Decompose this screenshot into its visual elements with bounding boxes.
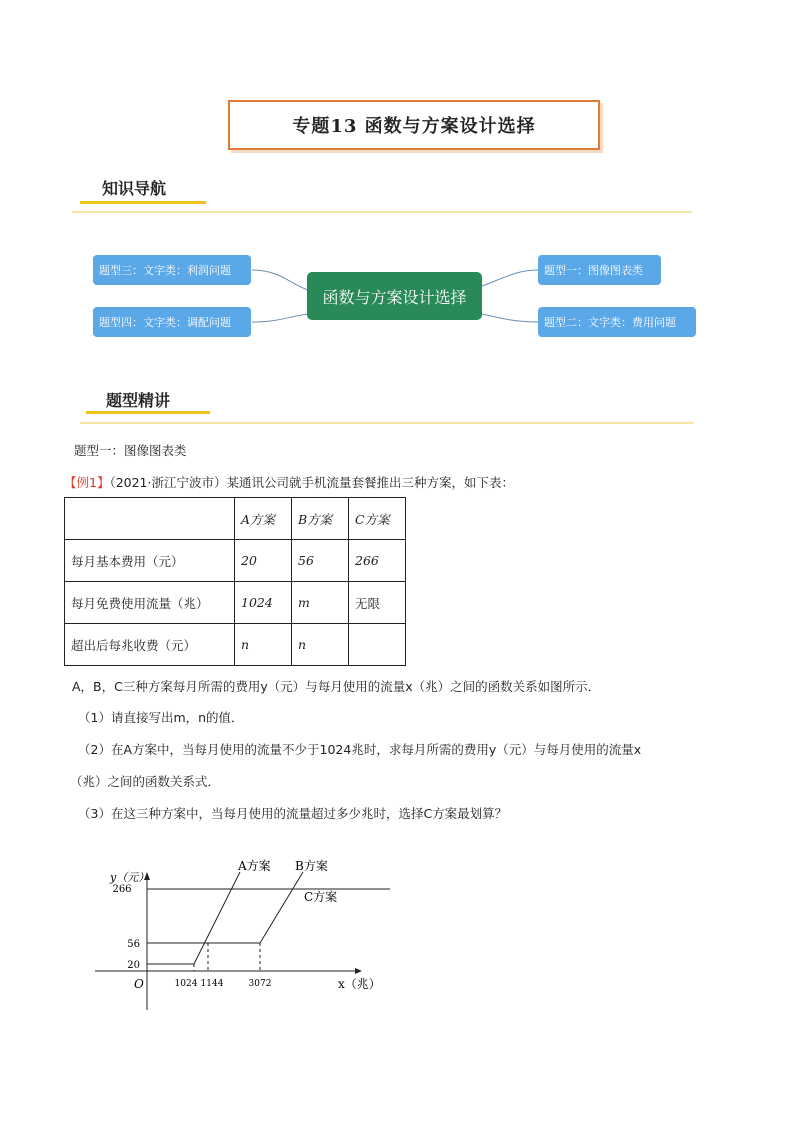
table-cell: n [292,624,349,666]
y-tick-label: 20 [127,960,140,971]
table-cell [349,624,406,666]
x-tick-label: 3072 [248,979,272,989]
question-2-line2: （兆）之间的函数关系式． [70,774,221,789]
table-cell: 20 [235,540,292,582]
series-label-c: C方案 [304,890,338,904]
section-title-types-lecture: 题型精讲 [106,391,171,410]
table-header-cell: B方案 [292,498,349,540]
table-row [65,582,406,624]
mindmap-node-type4[interactable]: 题型四：文字类：调配问题 [93,307,251,337]
question-2-line1: （2）在A方案中，当每月使用的流量不少于1024兆时，求每月所需的费用y（元）与每月使用的流量x [78,742,642,757]
table-header-cell [65,498,235,540]
x-axis-label: x（兆） [338,977,381,991]
table-cell: m [292,582,349,624]
table-header-cell: A方案 [235,498,292,540]
table-cell: 56 [292,540,349,582]
mindmap-node-type2[interactable]: 题型二：文字类：费用问题 [538,307,696,337]
series-label-b: B方案 [295,859,328,873]
origin-label: O [134,977,144,991]
plan-table [64,497,406,666]
divider [80,422,694,424]
table-row [65,624,406,666]
x-axis-arrow [355,968,362,974]
example-line [64,474,514,492]
section-underline [86,411,210,414]
table-cell: n [235,624,292,666]
y-axis-label: y（元） [110,871,150,884]
table-cell: 266 [349,540,406,582]
table-header-row [65,498,406,540]
table-cell: 超出后每兆收费（元） [65,624,235,666]
table-cell: 1024 [235,582,292,624]
series-label-a: A方案 [238,859,271,873]
divider [72,211,692,213]
table-cell: 每月免费使用流量（兆） [65,582,235,624]
function-graph [90,850,400,1015]
mindmap-node-type3[interactable]: 题型三：文字类：利润问题 [93,255,251,285]
series-b-line [147,872,303,943]
section-underline [80,201,206,204]
table-row [65,540,406,582]
problem-description: A，B，C三种方案每月所需的费用y（元）与每月使用的流量x（兆）之间的函数关系如图所示． [72,679,601,694]
x-tick-label: 1024 [174,979,198,989]
table-header-cell: C方案 [349,498,406,540]
series-a-line [147,872,240,964]
question-1: （1）请直接写出m，n的值． [78,710,244,725]
x-tick-label: 1144 [200,979,224,989]
example-tag: 【例1】 [64,475,110,490]
question-3: （3）在这三种方案中，当每月使用的流量超过多少兆时，选择C方案最划算？ [78,806,508,821]
y-tick-label: 56 [127,939,140,950]
mindmap-center-node[interactable]: 函数与方案设计选择 [307,272,482,320]
table-cell: 每月基本费用（元） [65,540,235,582]
section-title-knowledge-nav: 知识导航 [102,179,167,198]
type1-heading: 题型一：图像图表类 [74,443,187,458]
mindmap-node-type1[interactable]: 题型一：图像图表类 [538,255,661,285]
table-cell: 无限 [349,582,406,624]
example-intro: 某通讯公司就手机流量套餐推出三种方案，如下表： [226,475,515,490]
page-title: 专题13 函数与方案设计选择 [228,100,600,150]
example-source: （2021·浙江宁波市） [109,475,227,490]
y-tick-label: 266 [112,884,132,895]
